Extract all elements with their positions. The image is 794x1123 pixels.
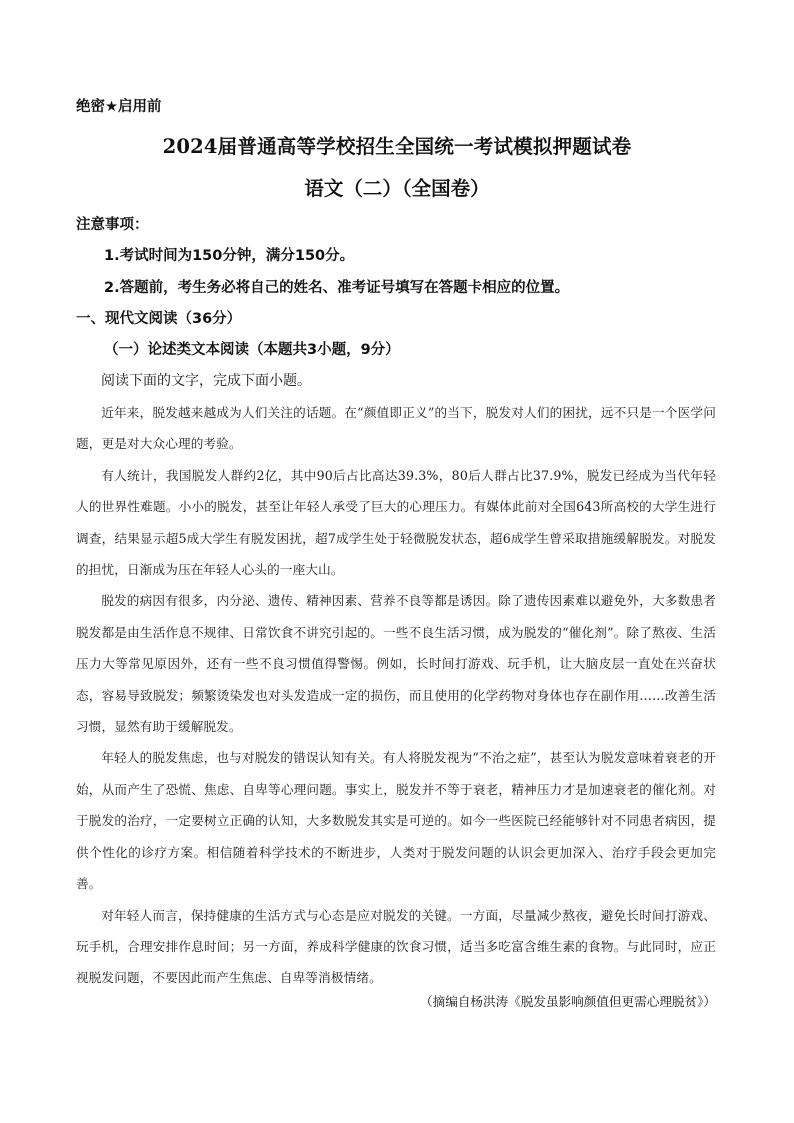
subsection-heading: （一）论述类文本阅读（本题共3小题，9分）: [104, 342, 400, 358]
exam-title: 2024届普通高等学校招生全国统一考试模拟押题试卷: [162, 135, 632, 158]
note-item-time: 1.考试时间为150分钟，满分150分。: [104, 248, 355, 264]
note-item-answer-sheet: 2.答题前，考生务必将自己的姓名、准考证号填写在答题卡相应的位置。: [104, 280, 570, 296]
reading-instruction: 阅读下面的文字，完成下面小题。: [101, 373, 311, 389]
section-heading: 一、现代文阅读（36分）: [76, 311, 242, 327]
passage-source: （摘编自杨洪涛《脱发虽影响颜值但更需心理脱贫》）: [420, 994, 716, 1009]
passage-paragraph: 近年来，脱发越来越成为人们关注的话题。在“颜值即正义”的当下，脱发对人们的困扰，远不只是一个医学问题，更是对大众心理的考验。: [76, 405, 716, 452]
reading-passage: [76, 397, 716, 994]
exam-subtitle: 语文（二）（全国卷）: [304, 177, 490, 200]
passage-paragraph: 有人统计，我国脱发人群约2亿，其中90后占比高达39.3%，80后人群占比37.9%，脱发已经成为当代年轻人的世界性难题。小小的脱发，甚至让年轻人承受了巨大的心理压力。有媒体此前对全国643所高校的大学生进行调查，结果显示超5成大学生有脱发困扰，超7成学生处于轻微脱发状态，超6成学生曾采取措施缓解脱发。对脱发的担忧，日渐成为压在年轻人心头的一座大山。: [76, 467, 716, 578]
passage-paragraph: 脱发的病因有很多，内分泌、遗传、精神因素、营养不良等都是诱因。除了遗传因素难以避免外，大多数患者脱发都是由生活作息不规律、日常饮食不讲究引起的。一些不良生活习惯，成为脱发的“催化剂”。除了熬夜、生活压力大等常见原因外，还有一些不良习惯值得警惕。例如，长时间打游戏、玩手机，让大脑皮层一直处在兴奋状态，容易导致脱发；频繁烫染发也对头发造成一定的损伤，而且使用的化学药物对身体也存在副作用……改善生活习惯，显然有助于缓解脱发。: [76, 593, 716, 735]
notes-heading: 注意事项：: [76, 217, 149, 233]
passage-paragraph: 对年轻人而言，保持健康的生活方式与心态是应对脱发的关键。一方面，尽量减少熬夜，避免长时间打游戏、玩手机，合理安排作息时间；另一方面，养成科学健康的饮食习惯，适当多吃富含维生素的食物。与此同时，应正视脱发问题，不要因此而产生焦虑、自卑等消极情绪。: [76, 907, 716, 986]
passage-paragraph: 年轻人的脱发焦虑，也与对脱发的错误认知有关。有人将脱发视为“不治之症”，甚至认为脱发意味着衰老的开始，从而产生了恐慌、焦虑、自卑等心理问题。事实上，脱发并不等于衰老，精神压力才是加速衰老的催化剂。对于脱发的治疗，一定要树立正确的认知，大多数脱发其实是可逆的。如今一些医院已经能够针对不同患者病因，提供个性化的诊疗方案。相信随着科学技术的不断进步，人类对于脱发问题的认识会更加深入、治疗手段会更加完善。: [76, 750, 716, 892]
confidential-mark: 绝密★启用前: [76, 99, 162, 115]
